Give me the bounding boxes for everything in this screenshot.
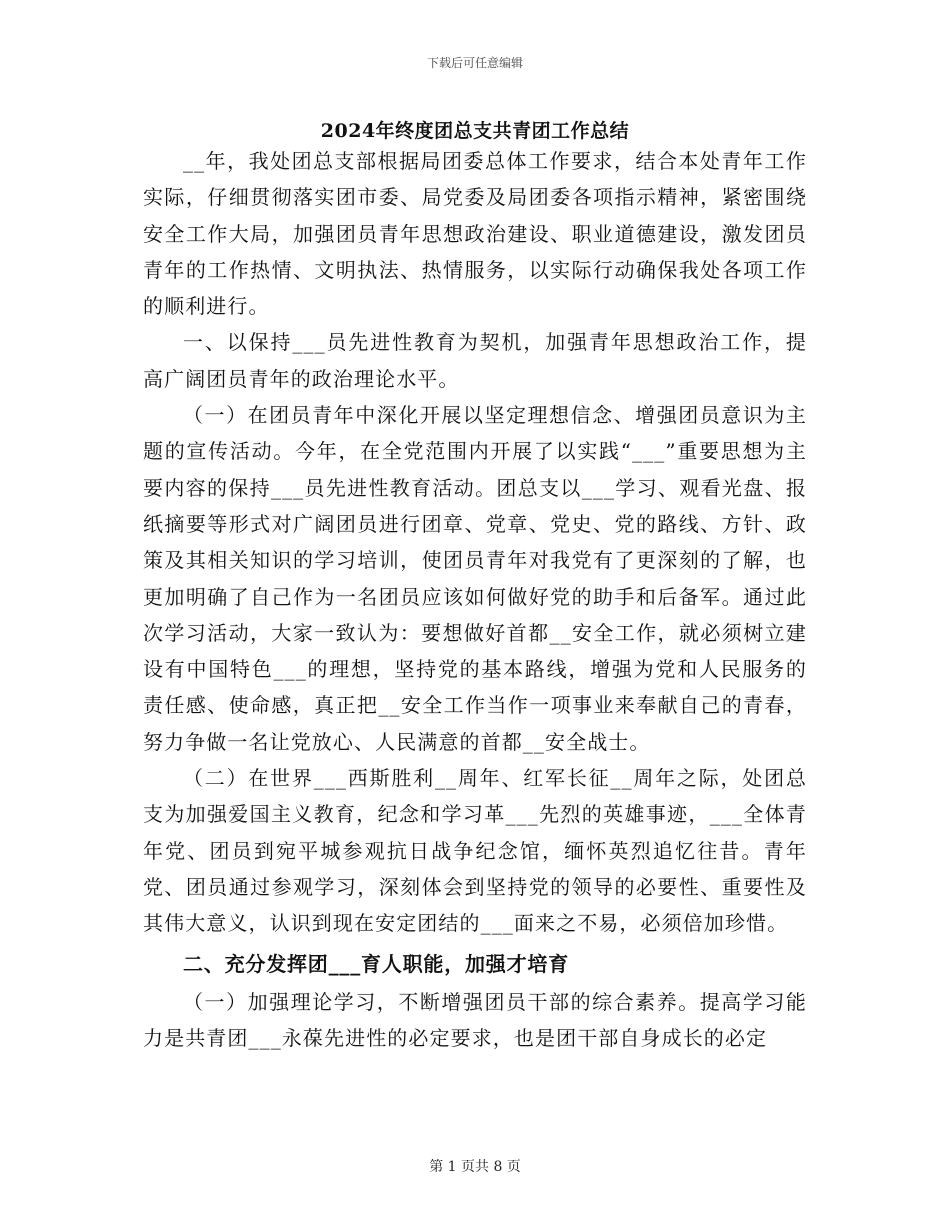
paragraph-item-2-1: （一）加强理论学习，不断增强团员干部的综合素养。提高学习能力是共青团___永葆先进性的必定要求，也是团干部自身成长的必定 — [143, 989, 807, 1051]
paragraph-item-1-1: （一）在团员青年中深化开展以坚定理想信念、增强团员意识为主题的宣传活动。今年，在全党范围内开展了以实践“___”重要思想为主要内容的保持___员先进性教育活动。团总支以___学习、观看光盘、报纸摘要等形式对广阔团员进行团章、党章、党史、党的路线、方针、政策及其相关知识的学习培训，使团员青年对我党有了更深刻的了解，也更加明确了自己作为一名团员应该如何做好党的助手和后备军。通过此次学习活动，大家一致认为：要想做好首都__安全工作，就必须树立建设有中国特色___的理想，坚持党的基本路线，增强为党和人民服务的责任感、使命感，真正把__安全工作当作一项事业来奉献自己的青春，努力争做一名让党放心、人民满意的首都__安全战士。 — [143, 403, 807, 754]
paragraph-section-one-heading: 一、以保持___员先进性教育为契机，加强青年思想政治工作，提高广阔团员青年的政治理论水平。 — [143, 330, 807, 391]
page-header-note: 下载后可任意编辑 — [426, 56, 523, 70]
page-number: 第 1 页共 8 页 — [429, 1159, 521, 1175]
document-body — [143, 143, 807, 1056]
paragraph-intro: __年，我处团总支部根据局团委总体工作要求，结合本处青年工作实际，仔细贯彻落实团市委、局党委及局团委各项指示精神，紧密围绕安全工作大局，加强团员青年思想政治建设、职业道德建设，激发团员青年的工作热情、文明执法、热情服务，以实际行动确保我处各项工作的顺利进行。 — [143, 149, 807, 319]
document-title: 2024年终度团总支共青团工作总结 — [320, 120, 630, 142]
section-two-heading: 二、充分发挥团___育人职能，加强才培育 — [183, 951, 569, 976]
paragraph-item-1-2: （二）在世界___西斯胜利__周年、红军长征__周年之际，处团总支为加强爱国主义教育，纪念和学习革___先烈的英雄事迹，___全体青年党、团员到宛平城参观抗日战争纪念馆，缅怀英烈追忆往昔。青年党、团员通过参观学习，深刻体会到坚持党的领导的必要性、重要性及其伟大意义，认识到现在安定团结的___面来之不易，必须倍加珍惜。 — [143, 766, 807, 936]
